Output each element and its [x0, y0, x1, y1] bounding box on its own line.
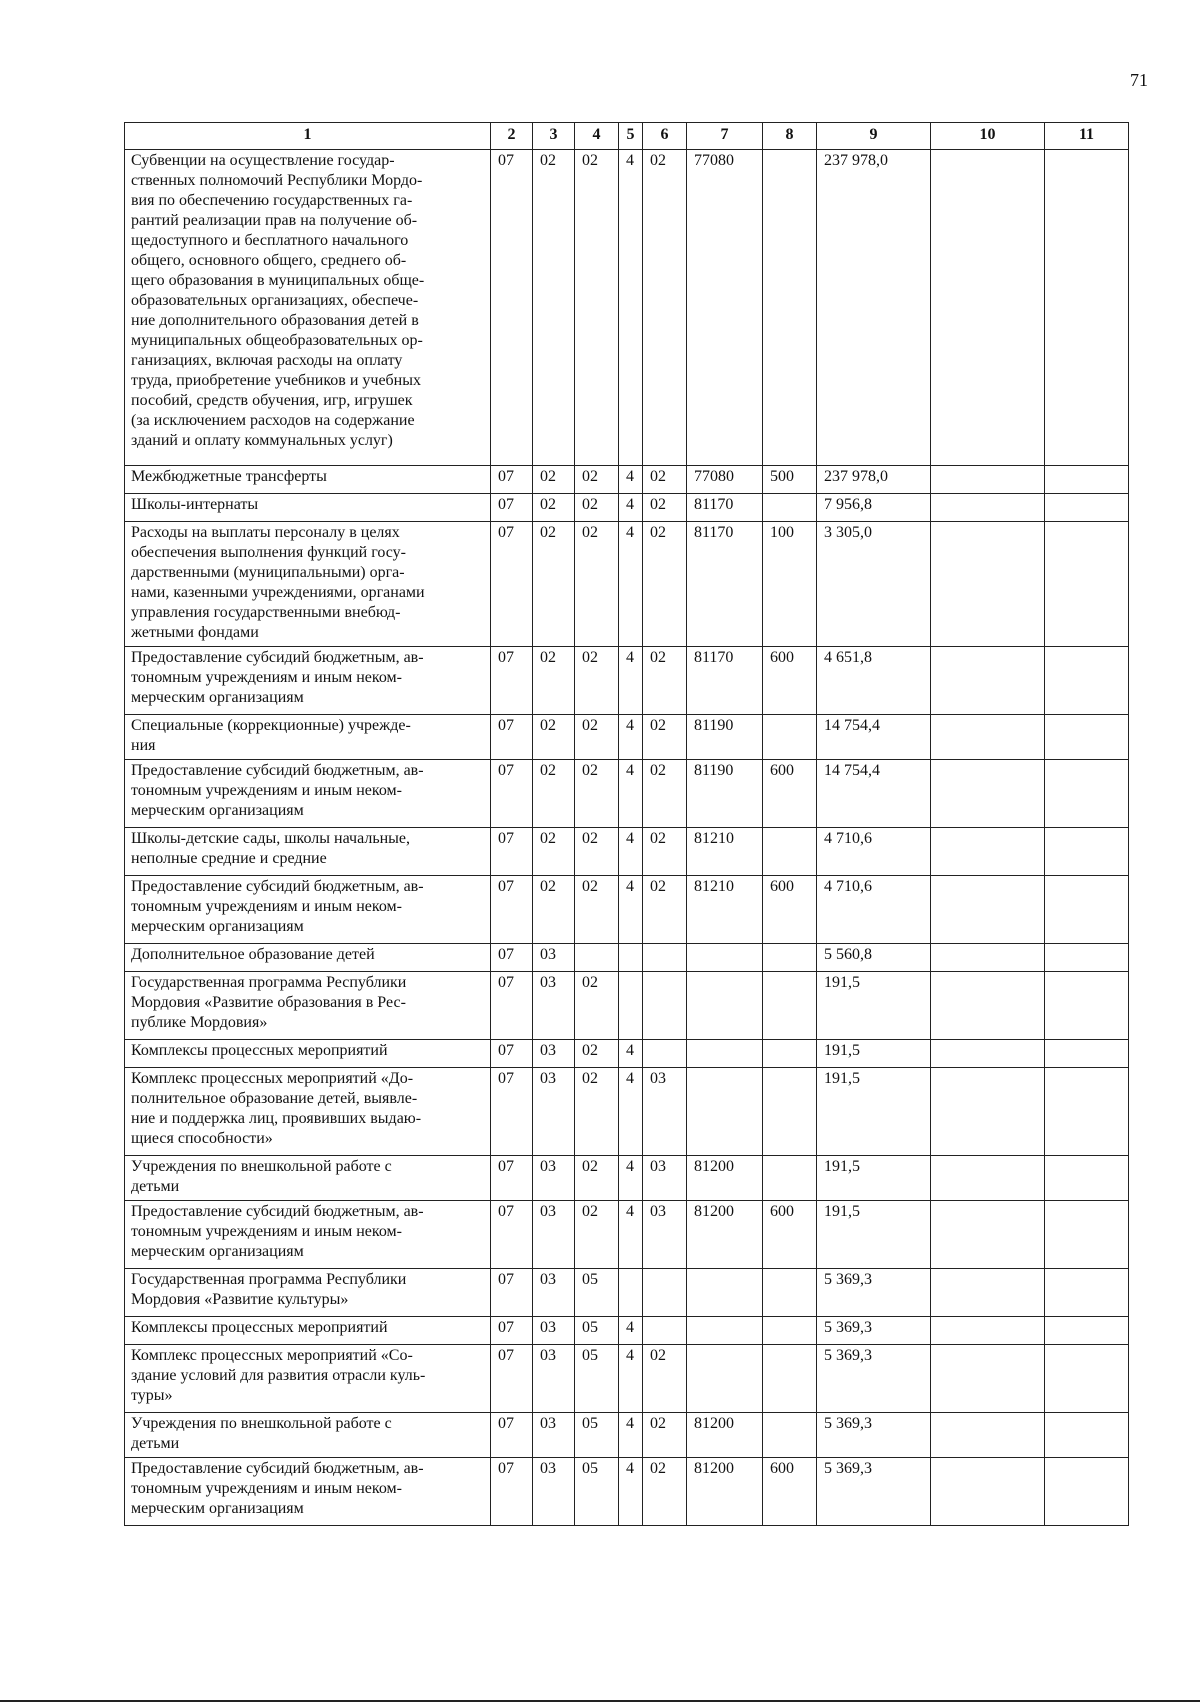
cell-c11 — [1045, 466, 1129, 494]
cell-c7: 81190 — [687, 715, 763, 760]
cell-c4 — [575, 944, 619, 972]
cell-c7: 81190 — [687, 760, 763, 828]
cell-c7 — [687, 1317, 763, 1345]
row-name-cell: Комплексы процессных мероприятий — [125, 1317, 491, 1345]
cell-c11 — [1045, 944, 1129, 972]
table-row — [125, 828, 1129, 876]
row-name-cell: Межбюджетные трансферты — [125, 466, 491, 494]
cell-c5: 4 — [619, 647, 643, 715]
cell-c9: 4 651,8 — [817, 647, 931, 715]
cell-c10 — [931, 972, 1045, 1040]
cell-c4: 05 — [575, 1345, 619, 1413]
cell-c7 — [687, 1040, 763, 1068]
cell-c11 — [1045, 1413, 1129, 1458]
row-name-cell: Учреждения по внешкольной работе с детьми — [125, 1156, 491, 1201]
cell-c8: 600 — [763, 1458, 817, 1526]
cell-c4: 02 — [575, 1068, 619, 1156]
cell-c11 — [1045, 1201, 1129, 1269]
cell-c8 — [763, 494, 817, 522]
cell-c8 — [763, 828, 817, 876]
cell-c5 — [619, 944, 643, 972]
cell-c5 — [619, 972, 643, 1040]
cell-c11 — [1045, 760, 1129, 828]
cell-c7: 81210 — [687, 876, 763, 944]
cell-c5: 4 — [619, 1201, 643, 1269]
cell-c9: 5 369,3 — [817, 1317, 931, 1345]
cell-c11 — [1045, 876, 1129, 944]
row-name-cell: Предоставление субсидий бюджетным, ав- тономным учреждениям и иным неком- мерческим организациям — [125, 1201, 491, 1269]
cell-c7: 77080 — [687, 150, 763, 466]
cell-c2: 07 — [491, 494, 533, 522]
row-name-cell: Комплексы процессных мероприятий — [125, 1040, 491, 1068]
cell-c4: 05 — [575, 1413, 619, 1458]
column-header: 4 — [575, 123, 619, 150]
cell-c2: 07 — [491, 466, 533, 494]
cell-c9: 14 754,4 — [817, 760, 931, 828]
cell-c10 — [931, 1068, 1045, 1156]
cell-c9: 4 710,6 — [817, 876, 931, 944]
cell-c2: 07 — [491, 1156, 533, 1201]
cell-c2: 07 — [491, 760, 533, 828]
cell-c10 — [931, 876, 1045, 944]
cell-c9: 191,5 — [817, 1201, 931, 1269]
cell-c9: 5 369,3 — [817, 1345, 931, 1413]
cell-c5: 4 — [619, 1040, 643, 1068]
cell-c4: 02 — [575, 1040, 619, 1068]
cell-c10 — [931, 1156, 1045, 1201]
cell-c6: 02 — [643, 876, 687, 944]
cell-c3: 03 — [533, 1068, 575, 1156]
cell-c6 — [643, 1040, 687, 1068]
column-header: 6 — [643, 123, 687, 150]
table-row — [125, 876, 1129, 944]
column-header: 5 — [619, 123, 643, 150]
cell-c10 — [931, 1040, 1045, 1068]
cell-c7 — [687, 944, 763, 972]
cell-c9: 4 710,6 — [817, 828, 931, 876]
cell-c8 — [763, 972, 817, 1040]
cell-c9: 5 369,3 — [817, 1458, 931, 1526]
table-row — [125, 150, 1129, 466]
row-name-cell: Учреждения по внешкольной работе с детьми — [125, 1413, 491, 1458]
cell-c7: 81200 — [687, 1458, 763, 1526]
table-row — [125, 522, 1129, 647]
bottom-border-line — [0, 1700, 1200, 1702]
cell-c5: 4 — [619, 876, 643, 944]
cell-c8 — [763, 715, 817, 760]
cell-c5: 4 — [619, 1156, 643, 1201]
column-header: 11 — [1045, 123, 1129, 150]
cell-c10 — [931, 715, 1045, 760]
cell-c3: 02 — [533, 150, 575, 466]
cell-c3: 03 — [533, 1345, 575, 1413]
cell-c5: 4 — [619, 466, 643, 494]
cell-c2: 07 — [491, 1269, 533, 1317]
cell-c3: 03 — [533, 944, 575, 972]
cell-c2: 07 — [491, 828, 533, 876]
cell-c3: 03 — [533, 1317, 575, 1345]
cell-c2: 07 — [491, 1458, 533, 1526]
cell-c10 — [931, 1345, 1045, 1413]
row-name-cell: Государственная программа Республики Мордовия «Развитие образования в Рес- публике Мордовия» — [125, 972, 491, 1040]
cell-c7 — [687, 1345, 763, 1413]
cell-c3: 02 — [533, 715, 575, 760]
cell-c7: 81170 — [687, 522, 763, 647]
cell-c5: 4 — [619, 1317, 643, 1345]
row-name-cell: Комплекс процессных мероприятий «До- полнительное образование детей, выявле- ние и поддержка лиц, проявивших выдаю- щиеся способности» — [125, 1068, 491, 1156]
cell-c5: 4 — [619, 1068, 643, 1156]
cell-c10 — [931, 522, 1045, 647]
cell-c11 — [1045, 972, 1129, 1040]
cell-c5 — [619, 1269, 643, 1317]
table-row — [125, 944, 1129, 972]
cell-c8: 500 — [763, 466, 817, 494]
column-header: 7 — [687, 123, 763, 150]
row-name-cell: Специальные (коррекционные) учрежде- ния — [125, 715, 491, 760]
cell-c8: 600 — [763, 760, 817, 828]
cell-c4: 05 — [575, 1317, 619, 1345]
cell-c9: 191,5 — [817, 1068, 931, 1156]
cell-c2: 07 — [491, 647, 533, 715]
cell-c3: 02 — [533, 876, 575, 944]
table-row — [125, 1156, 1129, 1201]
cell-c8 — [763, 1317, 817, 1345]
cell-c4: 02 — [575, 150, 619, 466]
cell-c6: 03 — [643, 1156, 687, 1201]
cell-c2: 07 — [491, 1068, 533, 1156]
cell-c8: 100 — [763, 522, 817, 647]
cell-c8 — [763, 150, 817, 466]
cell-c7: 81200 — [687, 1156, 763, 1201]
cell-c10 — [931, 1317, 1045, 1345]
row-name-cell: Государственная программа Республики Мордовия «Развитие культуры» — [125, 1269, 491, 1317]
cell-c9: 191,5 — [817, 972, 931, 1040]
cell-c2: 07 — [491, 1317, 533, 1345]
cell-c4: 02 — [575, 828, 619, 876]
row-name-cell: Предоставление субсидий бюджетным, ав- тономным учреждениям и иным неком- мерческим организациям — [125, 647, 491, 715]
cell-c4: 02 — [575, 522, 619, 647]
cell-c9: 5 369,3 — [817, 1413, 931, 1458]
cell-c2: 07 — [491, 876, 533, 944]
cell-c2: 07 — [491, 944, 533, 972]
cell-c9: 237 978,0 — [817, 466, 931, 494]
cell-c10 — [931, 466, 1045, 494]
cell-c9: 5 369,3 — [817, 1269, 931, 1317]
column-header: 10 — [931, 123, 1045, 150]
cell-c3: 02 — [533, 760, 575, 828]
row-name-cell: Предоставление субсидий бюджетным, ав- тономным учреждениям и иным неком- мерческим организациям — [125, 760, 491, 828]
cell-c5: 4 — [619, 1413, 643, 1458]
cell-c10 — [931, 828, 1045, 876]
cell-c5: 4 — [619, 1345, 643, 1413]
table-row — [125, 1458, 1129, 1526]
cell-c4: 02 — [575, 972, 619, 1040]
cell-c7 — [687, 972, 763, 1040]
cell-c6: 03 — [643, 1068, 687, 1156]
cell-c2: 07 — [491, 715, 533, 760]
cell-c5: 4 — [619, 150, 643, 466]
row-name-cell: Предоставление субсидий бюджетным, ав- тономным учреждениям и иным неком- мерческим организациям — [125, 876, 491, 944]
cell-c5: 4 — [619, 760, 643, 828]
cell-c6: 02 — [643, 150, 687, 466]
cell-c3: 03 — [533, 972, 575, 1040]
row-name-cell: Школы-детские сады, школы начальные, неполные средние и средние — [125, 828, 491, 876]
row-name-cell: Расходы на выплаты персоналу в целях обеспечения выполнения функций госу- дарственными (муниципальными) орга- нами, казенными учреждениями, органами управления государственными внебюд- жетными фондами — [125, 522, 491, 647]
cell-c8: 600 — [763, 1201, 817, 1269]
cell-c3: 03 — [533, 1201, 575, 1269]
cell-c9: 3 305,0 — [817, 522, 931, 647]
column-header: 8 — [763, 123, 817, 150]
cell-c4: 02 — [575, 494, 619, 522]
table-header-row — [125, 123, 1129, 150]
cell-c8: 600 — [763, 647, 817, 715]
cell-c6: 02 — [643, 466, 687, 494]
table-row — [125, 1201, 1129, 1269]
cell-c11 — [1045, 828, 1129, 876]
page-number: 71 — [1130, 70, 1148, 90]
cell-c9: 191,5 — [817, 1156, 931, 1201]
cell-c10 — [931, 494, 1045, 522]
cell-c7: 81200 — [687, 1201, 763, 1269]
row-name-cell: Предоставление субсидий бюджетным, ав- тономным учреждениям и иным неком- мерческим организациям — [125, 1458, 491, 1526]
cell-c6: 02 — [643, 522, 687, 647]
cell-c7 — [687, 1269, 763, 1317]
cell-c8 — [763, 1040, 817, 1068]
cell-c3: 02 — [533, 494, 575, 522]
table-row — [125, 1345, 1129, 1413]
table-row — [125, 647, 1129, 715]
cell-c10 — [931, 1269, 1045, 1317]
cell-c2: 07 — [491, 150, 533, 466]
cell-c8 — [763, 1413, 817, 1458]
cell-c5: 4 — [619, 828, 643, 876]
cell-c11 — [1045, 522, 1129, 647]
cell-c3: 02 — [533, 647, 575, 715]
cell-c7: 81200 — [687, 1413, 763, 1458]
table-row — [125, 715, 1129, 760]
cell-c6: 02 — [643, 494, 687, 522]
cell-c8 — [763, 944, 817, 972]
cell-c7: 81170 — [687, 647, 763, 715]
cell-c4: 02 — [575, 647, 619, 715]
cell-c11 — [1045, 715, 1129, 760]
cell-c6: 03 — [643, 1201, 687, 1269]
cell-c11 — [1045, 1269, 1129, 1317]
cell-c4: 05 — [575, 1458, 619, 1526]
cell-c6 — [643, 1269, 687, 1317]
cell-c9: 5 560,8 — [817, 944, 931, 972]
cell-c11 — [1045, 1317, 1129, 1345]
table-row — [125, 494, 1129, 522]
cell-c3: 03 — [533, 1156, 575, 1201]
cell-c11 — [1045, 1345, 1129, 1413]
cell-c8 — [763, 1269, 817, 1317]
cell-c5: 4 — [619, 494, 643, 522]
cell-c6 — [643, 972, 687, 1040]
cell-c10 — [931, 1413, 1045, 1458]
cell-c7 — [687, 1068, 763, 1156]
cell-c4: 05 — [575, 1269, 619, 1317]
table-row — [125, 1068, 1129, 1156]
cell-c2: 07 — [491, 1201, 533, 1269]
cell-c6 — [643, 1317, 687, 1345]
cell-c9: 191,5 — [817, 1040, 931, 1068]
cell-c3: 03 — [533, 1040, 575, 1068]
cell-c9: 14 754,4 — [817, 715, 931, 760]
cell-c10 — [931, 1201, 1045, 1269]
cell-c2: 07 — [491, 522, 533, 647]
table-row — [125, 1269, 1129, 1317]
cell-c2: 07 — [491, 1040, 533, 1068]
cell-c3: 03 — [533, 1413, 575, 1458]
table-row — [125, 1040, 1129, 1068]
cell-c6: 02 — [643, 1345, 687, 1413]
cell-c2: 07 — [491, 1413, 533, 1458]
cell-c10 — [931, 1458, 1045, 1526]
cell-c4: 02 — [575, 466, 619, 494]
table-row — [125, 1413, 1129, 1458]
cell-c4: 02 — [575, 760, 619, 828]
cell-c11 — [1045, 1040, 1129, 1068]
cell-c11 — [1045, 1458, 1129, 1526]
cell-c7: 77080 — [687, 466, 763, 494]
cell-c6: 02 — [643, 1413, 687, 1458]
cell-c10 — [931, 150, 1045, 466]
column-header: 2 — [491, 123, 533, 150]
cell-c6: 02 — [643, 715, 687, 760]
cell-c6: 02 — [643, 647, 687, 715]
cell-c8: 600 — [763, 876, 817, 944]
cell-c11 — [1045, 1068, 1129, 1156]
cell-c6: 02 — [643, 828, 687, 876]
column-header: 9 — [817, 123, 931, 150]
cell-c4: 02 — [575, 1156, 619, 1201]
column-header: 1 — [125, 123, 491, 150]
cell-c10 — [931, 944, 1045, 972]
row-name-cell: Школы-интернаты — [125, 494, 491, 522]
cell-c11 — [1045, 150, 1129, 466]
cell-c10 — [931, 647, 1045, 715]
cell-c9: 7 956,8 — [817, 494, 931, 522]
row-name-cell: Субвенции на осуществление государ- ственных полномочий Республики Мордо- вия по обеспечению государственных га- рантий реализации прав на получение об- щедоступного и бесплатного начального общего, основного общего, среднего об- щего образования в муниципальных обще- образовательных организациях, обеспече- ние дополнительного образования детей в муниципальных общеобразовательных ор- ганизациях, включая расходы на оплату труда, приобретение учебников и учебных пособий, средств обучения, игр, игрушек (за исключением расходов на содержание зданий и оплату коммунальных услуг) — [125, 150, 491, 466]
cell-c3: 02 — [533, 522, 575, 647]
cell-c3: 02 — [533, 466, 575, 494]
cell-c6: 02 — [643, 760, 687, 828]
table-row — [125, 972, 1129, 1040]
cell-c8 — [763, 1345, 817, 1413]
cell-c4: 02 — [575, 876, 619, 944]
cell-c7: 81210 — [687, 828, 763, 876]
cell-c6 — [643, 944, 687, 972]
row-name-cell: Комплекс процессных мероприятий «Со- здание условий для развития отрасли куль- туры» — [125, 1345, 491, 1413]
cell-c10 — [931, 760, 1045, 828]
cell-c4: 02 — [575, 715, 619, 760]
cell-c5: 4 — [619, 1458, 643, 1526]
cell-c3: 03 — [533, 1458, 575, 1526]
table-row — [125, 1317, 1129, 1345]
cell-c3: 02 — [533, 828, 575, 876]
cell-c8 — [763, 1156, 817, 1201]
cell-c6: 02 — [643, 1458, 687, 1526]
cell-c3: 03 — [533, 1269, 575, 1317]
row-name-cell: Дополнительное образование детей — [125, 944, 491, 972]
column-header: 3 — [533, 123, 575, 150]
table-row — [125, 760, 1129, 828]
cell-c8 — [763, 1068, 817, 1156]
table-body — [125, 150, 1129, 1526]
table-row — [125, 466, 1129, 494]
cell-c11 — [1045, 647, 1129, 715]
cell-c9: 237 978,0 — [817, 150, 931, 466]
cell-c2: 07 — [491, 1345, 533, 1413]
cell-c4: 02 — [575, 1201, 619, 1269]
cell-c11 — [1045, 494, 1129, 522]
cell-c11 — [1045, 1156, 1129, 1201]
cell-c2: 07 — [491, 972, 533, 1040]
cell-c7: 81170 — [687, 494, 763, 522]
cell-c5: 4 — [619, 522, 643, 647]
cell-c5: 4 — [619, 715, 643, 760]
budget-table — [124, 122, 1129, 1526]
